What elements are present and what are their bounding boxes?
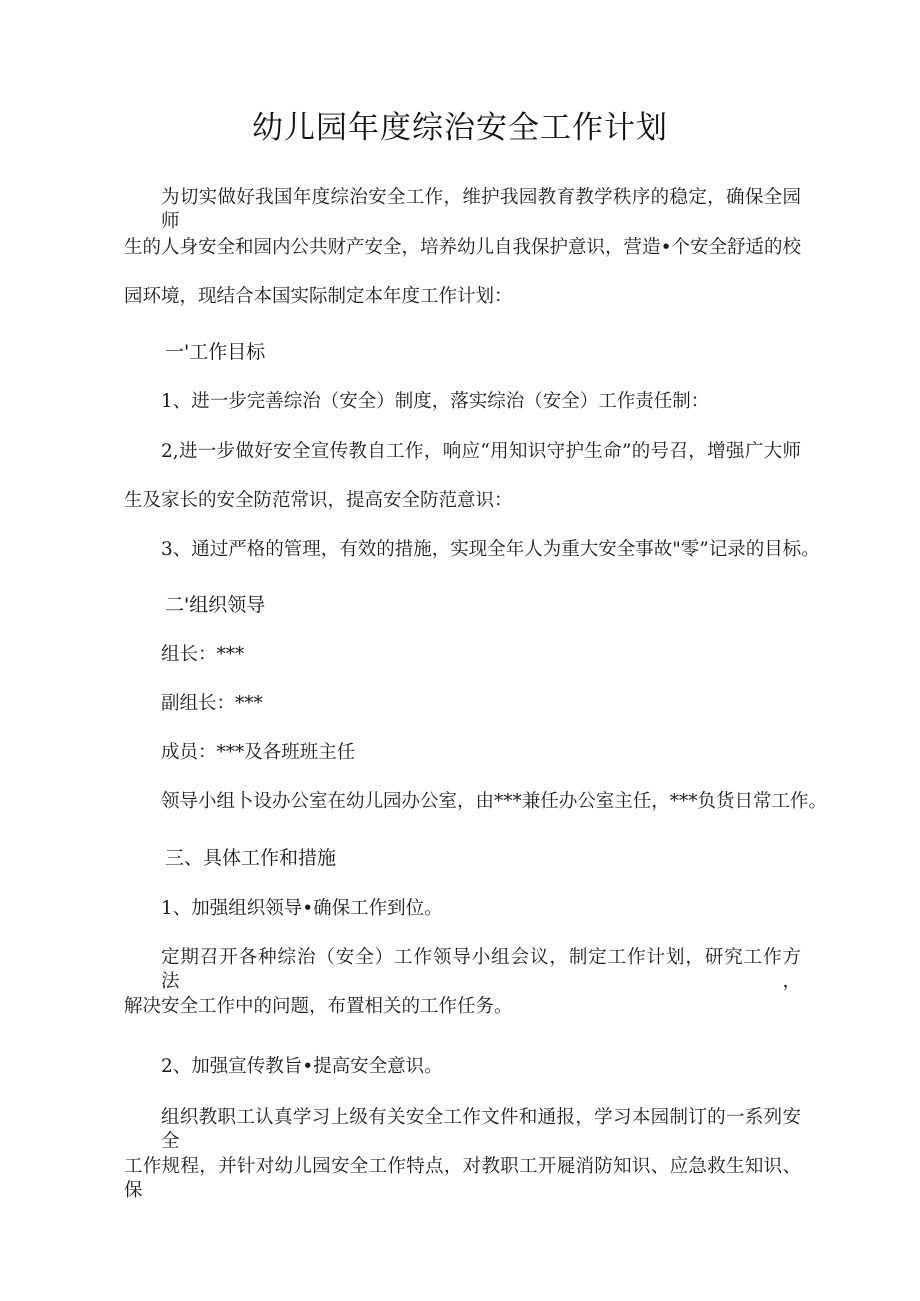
office-line: 领导小组卜设办公室在幼儿园办公室，由***兼任办公室主任，***负货日常工作。 [161,791,828,812]
goal-item-2-line-1: 2,进一步做好安全宣传教自工作，响应“用知识守护生命”的号召，增强广大师 [161,441,801,462]
measure-2-title: 2、加强宣传教旨•提高安全意识。 [161,1056,443,1077]
deputy-leader-line: 副组长：*** [161,693,263,714]
section-heading-leadership: 二'组织领导 [165,594,266,616]
members-line: 成员：***及各班班主任 [161,742,356,763]
measure-2-body-line-2: 工作规程，并针对幼儿园安全工作特点，对教职工开屣消防知识、应急救生知识、保 [124,1156,801,1201]
document-title: 幼儿园年度综治安全工作计划 [252,110,668,146]
goal-item-1: 1、进一步完善综治（安全）制度，落实综治（安全）工作责任制： [161,391,710,412]
measure-1-body-line-2: 解决安全工作中的问题，布置相关的工作任务。 [124,996,513,1017]
section-heading-measures: 三、具体工作和措施 [165,847,337,869]
leader-line: 组长：*** [161,644,245,665]
goal-item-3: 3、通过严格的管理，有效的措施，实现全年人为重大安全事故"零”记录的目标。 [161,539,820,560]
intro-line-2: 生的人身安全和园内公共财产安全，培养幼儿自我保护意识，营造•个安全舒适的校 [124,237,801,258]
goal-item-2-line-2: 生及家长的安全防范常识，提高安全防范意识： [124,490,513,511]
measure-2-body-line-1: 组织教职工认真学习上级有关安全工作文件和通报，学习本园制订的一系列安全 [161,1107,801,1152]
section-heading-goals: 一'工作目标 [165,341,266,363]
intro-line-3: 园环境，现结合本国实际制定本年度工作计划： [124,286,513,307]
measure-1-title: 1、加强组织领导•确保工作到位。 [161,898,443,919]
intro-line-1: 为切实做好我国年度综治安全工作，维护我园教育教学秩序的稳定，确保全园师 [161,187,801,232]
measure-1-body-line-1: 定期召开各种综治（安全）工作领导小组会议，制定工作计划，研究工作方法， [161,947,801,992]
